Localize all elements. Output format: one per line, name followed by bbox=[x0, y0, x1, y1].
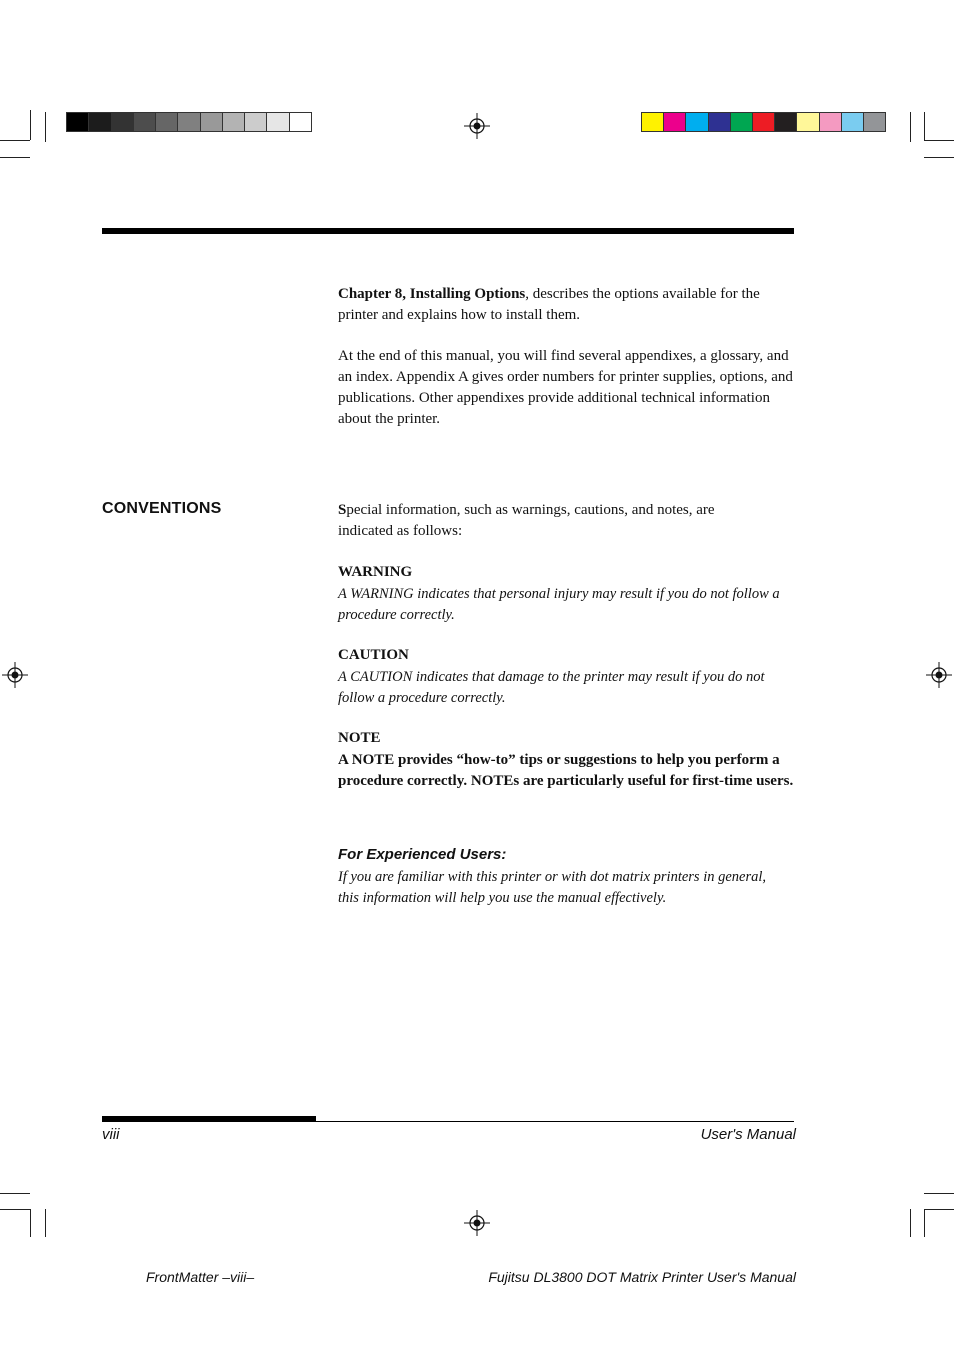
crop-mark bbox=[0, 1209, 30, 1210]
color-swatch bbox=[797, 113, 819, 131]
crop-mark bbox=[910, 1209, 911, 1237]
color-swatch bbox=[731, 113, 753, 131]
color-swatch bbox=[664, 113, 686, 131]
registration-target-icon bbox=[2, 662, 28, 688]
paragraph-chapter-8 bbox=[338, 284, 798, 326]
experienced-users-label: For Experienced Users: bbox=[338, 846, 507, 863]
chapter-title: Chapter 8, Installing Options bbox=[338, 286, 526, 302]
color-swatch bbox=[178, 113, 200, 131]
paragraph-appendixes: At the end of this manual, you will find several appendixes, a glossary, and an index. Appendix A gives order numbers for printer supplies, options, and publications. Other appendixes provide additional technical information about the printer. bbox=[338, 348, 793, 427]
crop-mark bbox=[30, 110, 31, 140]
crop-mark bbox=[45, 1209, 46, 1237]
crop-mark bbox=[0, 1193, 30, 1194]
warning-text: A WARNING indicates that personal injury may result if you do not follow a procedure correctly. bbox=[338, 586, 780, 623]
footer-rule-thin bbox=[316, 1121, 794, 1122]
color-swatch bbox=[156, 113, 178, 131]
crop-mark bbox=[924, 1193, 954, 1194]
caution-text: A CAUTION indicates that damage to the printer may result if you do not follow a procedure correctly. bbox=[338, 669, 765, 706]
color-swatch bbox=[201, 113, 223, 131]
page-number: viii bbox=[102, 1126, 120, 1143]
color-swatch bbox=[686, 113, 708, 131]
note-label: NOTE bbox=[338, 730, 381, 746]
crop-mark bbox=[0, 140, 30, 141]
crop-mark bbox=[924, 1209, 954, 1210]
crop-mark bbox=[924, 1209, 925, 1237]
registration-target-icon bbox=[464, 113, 490, 139]
registration-target-icon bbox=[926, 662, 952, 688]
color-swatch bbox=[709, 113, 731, 131]
color-swatch bbox=[820, 113, 842, 131]
crop-mark bbox=[924, 140, 954, 141]
slug-right: Fujitsu DL3800 DOT Matrix Printer User's Manual bbox=[488, 1269, 796, 1285]
conventions-intro bbox=[338, 500, 768, 542]
header-rule bbox=[102, 228, 794, 234]
color-swatch bbox=[642, 113, 664, 131]
warning-label: WARNING bbox=[338, 564, 413, 580]
registration-target-icon bbox=[464, 1210, 490, 1236]
color-swatch bbox=[223, 113, 245, 131]
crop-mark bbox=[924, 112, 925, 140]
color-swatch bbox=[267, 113, 289, 131]
color-swatch bbox=[864, 113, 885, 131]
color-swatch bbox=[67, 113, 89, 131]
slug-left: FrontMatter –viii– bbox=[146, 1269, 255, 1285]
color-swatch bbox=[245, 113, 267, 131]
color-swatch bbox=[89, 113, 111, 131]
section-heading: CONVENTIONS bbox=[102, 500, 222, 517]
color-calibration-bar bbox=[641, 112, 886, 132]
crop-mark bbox=[0, 157, 30, 158]
manual-name: User's Manual bbox=[700, 1126, 796, 1143]
color-swatch bbox=[290, 113, 311, 131]
color-swatch bbox=[112, 113, 134, 131]
drop-letter: S bbox=[338, 502, 347, 518]
paragraph-text: pecial information, such as warnings, cautions, and notes, are indicated as follows: bbox=[338, 502, 715, 539]
experienced-users-text: If you are familiar with this printer or with dot matrix printers in general, this information will help you use the manual effectively. bbox=[338, 869, 767, 906]
paragraph-text: , describes the options available for the printer and explains how to install them. bbox=[338, 286, 760, 323]
note-text: A NOTE provides “how-to” tips or suggestions to help you perform a procedure correctly. NOTEs are particularly useful for first-time users. bbox=[338, 752, 794, 789]
crop-mark bbox=[30, 1209, 31, 1237]
color-swatch bbox=[775, 113, 797, 131]
color-swatch bbox=[753, 113, 775, 131]
crop-mark bbox=[924, 157, 954, 158]
color-swatch bbox=[134, 113, 156, 131]
footer-rule-thick bbox=[102, 1116, 316, 1122]
crop-mark bbox=[910, 112, 911, 142]
grayscale-calibration-bar bbox=[66, 112, 312, 132]
crop-mark bbox=[45, 112, 46, 142]
color-swatch bbox=[842, 113, 864, 131]
caution-label: CAUTION bbox=[338, 647, 409, 663]
